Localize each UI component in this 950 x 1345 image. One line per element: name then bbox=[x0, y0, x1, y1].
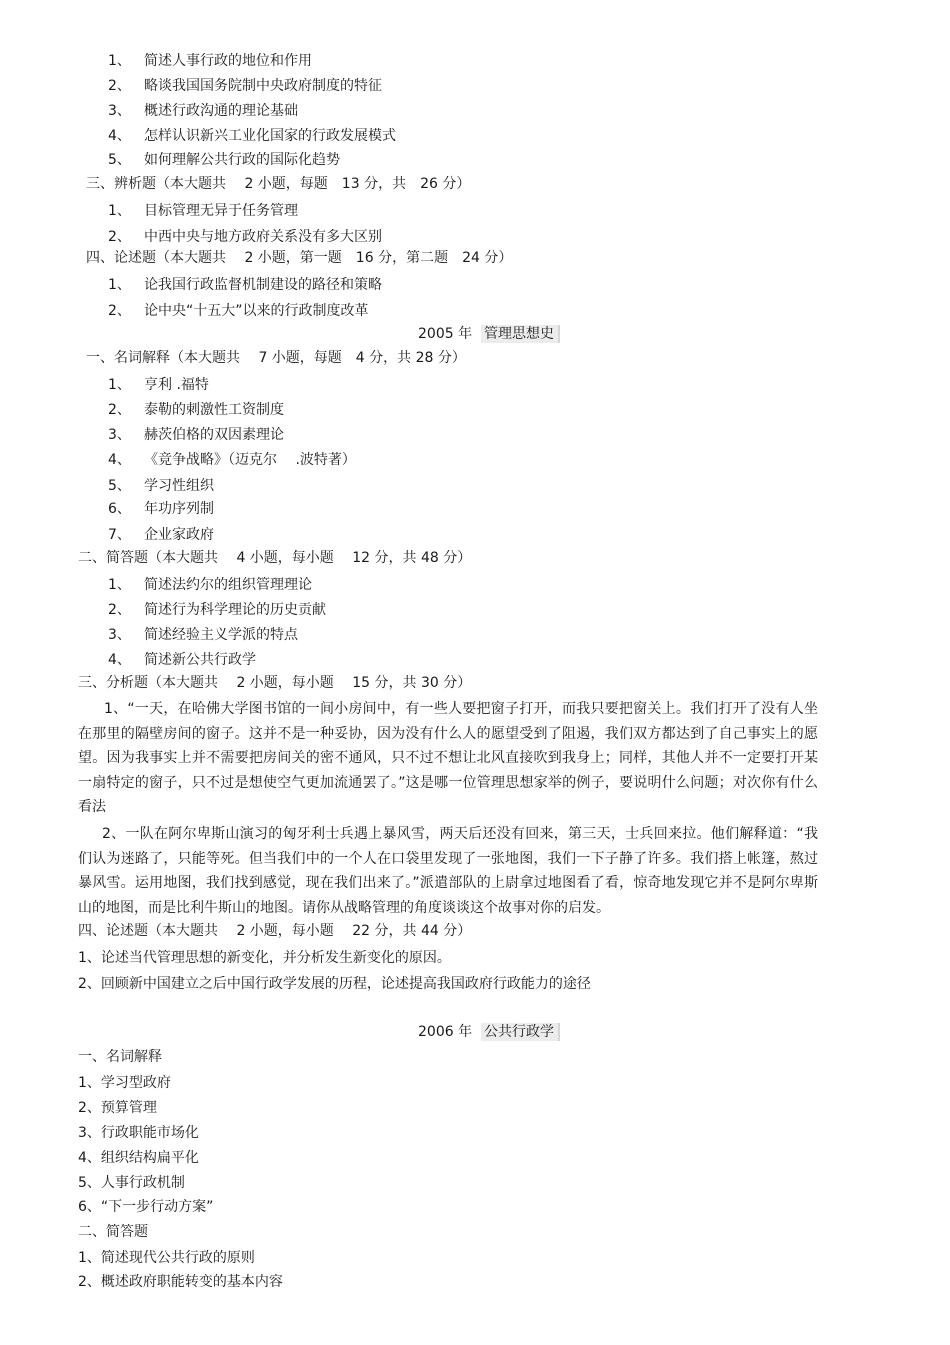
section-heading: 三、分析题（本大题共 2 小题，每小题 15 分，共 30 分） bbox=[78, 675, 472, 691]
list-item: 2、预算管理 bbox=[78, 1100, 157, 1116]
list-item: 1、 亨利 .福特 bbox=[108, 377, 209, 393]
list-item: 2、 中西中央与地方政府关系没有多大区别 bbox=[108, 229, 382, 245]
list-item: 1、 目标管理无异于任务管理 bbox=[108, 203, 298, 219]
list-item: 5、 如何理解公共行政的国际化趋势 bbox=[108, 152, 340, 168]
list-item: 5、 学习性组织 bbox=[108, 478, 214, 494]
list-item: 2、概述政府职能转变的基本内容 bbox=[78, 1274, 283, 1290]
list-item: 6、 年功序列制 bbox=[108, 501, 214, 517]
exam-title bbox=[418, 325, 560, 343]
list-item: 4、 简述新公共行政学 bbox=[108, 652, 256, 668]
list-item: 2、 论中央“十五大”以来的行政制度改革 bbox=[108, 303, 369, 319]
exam-title bbox=[418, 1023, 560, 1041]
list-item: 3、行政职能市场化 bbox=[78, 1125, 199, 1141]
exam-subject: 公共行政学 bbox=[481, 1023, 560, 1041]
question-paragraph: 1、“一天，在哈佛大学图书馆的一间小房间中，有一些人要把窗子打开，而我只要把窗关上。我们打开了没有人坐在那里的隔壁房间的窗子。这并不是一种妥协，因为没有什么人的愿望受到了阻遏，我们双方都达到了自己事实上的愿望。因为我事实上并不需要把房间关的密不通风，只不过不想让北风直接吹到我身上；同样，其他人并不一定要打开某一扇特定的窗子，只不过是想使空气更加流通罢了。”这是哪一位管理思想家举的例子，要说明什么问题；对次你有什么看法 bbox=[78, 701, 818, 815]
list-item: 3、 概述行政沟通的理论基础 bbox=[108, 103, 298, 119]
exam-year: 2005 年 bbox=[418, 326, 473, 342]
list-item: 4、组织结构扁平化 bbox=[78, 1150, 199, 1166]
section-heading: 四、论述题（本大题共 2 小题，每小题 22 分，共 44 分） bbox=[78, 923, 472, 939]
list-item: 1、 简述人事行政的地位和作用 bbox=[108, 53, 312, 69]
list-item: 3、 赫茨伯格的双因素理论 bbox=[108, 427, 284, 443]
list-item: 1、简述现代公共行政的原则 bbox=[78, 1250, 255, 1266]
list-item: 2、 泰勒的刺激性工资制度 bbox=[108, 402, 284, 418]
list-item: 7、 企业家政府 bbox=[108, 527, 214, 543]
section-heading: 一、名词解释（本大题共 7 小题，每题 4 分，共 28 分） bbox=[86, 350, 466, 366]
section-heading: 二、简答题 bbox=[78, 1224, 148, 1240]
exam-subject: 管理思想史 bbox=[481, 325, 560, 343]
list-item: 1、学习型政府 bbox=[78, 1075, 171, 1091]
list-item: 1、论述当代管理思想的新变化，并分析发生新变化的原因。 bbox=[78, 950, 451, 966]
list-item: 2、 略谈我国国务院制中央政府制度的特征 bbox=[108, 78, 382, 94]
question-paragraph: 2、一队在阿尔卑斯山演习的匈牙利士兵遇上暴风雪，两天后还没有回来，第三天，士兵回来拉。他们解释道：“我们认为迷路了，只能等死。但当我们中的一个人在口袋里发现了一张地图，我们一下子静了许多。我们搭上帐篷，熬过暴风雪。运用地图，我们找到感觉，现在我们出来了。”派遣部队的上尉拿过地图看了看，惊奇地发现它并不是阿尔卑斯山的地图，而是比利牛斯山的地图。请你从战略管理的角度谈谈这个故事对你的启发。 bbox=[78, 826, 818, 916]
list-item: 6、“下一步行动方案” bbox=[78, 1199, 214, 1215]
exam-year: 2006 年 bbox=[418, 1024, 473, 1040]
section-heading: 四、论述题（本大题共 2 小题，第一题 16 分，第二题 24 分） bbox=[86, 250, 513, 266]
section-heading: 三、辨析题（本大题共 2 小题，每题 13 分，共 26 分） bbox=[86, 176, 471, 192]
list-item: 2、回顾新中国建立之后中国行政学发展的历程，论述提高我国政府行政能力的途径 bbox=[78, 976, 591, 992]
section-heading: 一、名词解释 bbox=[78, 1049, 162, 1065]
list-item: 2、 简述行为科学理论的历史贡献 bbox=[108, 602, 326, 618]
list-item: 4、 怎样认识新兴工业化国家的行政发展模式 bbox=[108, 128, 396, 144]
list-item: 1、 论我国行政监督机制建设的路径和策略 bbox=[108, 277, 382, 293]
list-item: 4、 《竞争战略》（迈克尔 .波特著） bbox=[108, 452, 356, 468]
list-item: 1、 简述法约尔的组织管理理论 bbox=[108, 577, 312, 593]
section-heading: 二、简答题（本大题共 4 小题，每小题 12 分，共 48 分） bbox=[78, 550, 472, 566]
list-item: 5、人事行政机制 bbox=[78, 1175, 185, 1191]
list-item: 3、 简述经验主义学派的特点 bbox=[108, 627, 298, 643]
